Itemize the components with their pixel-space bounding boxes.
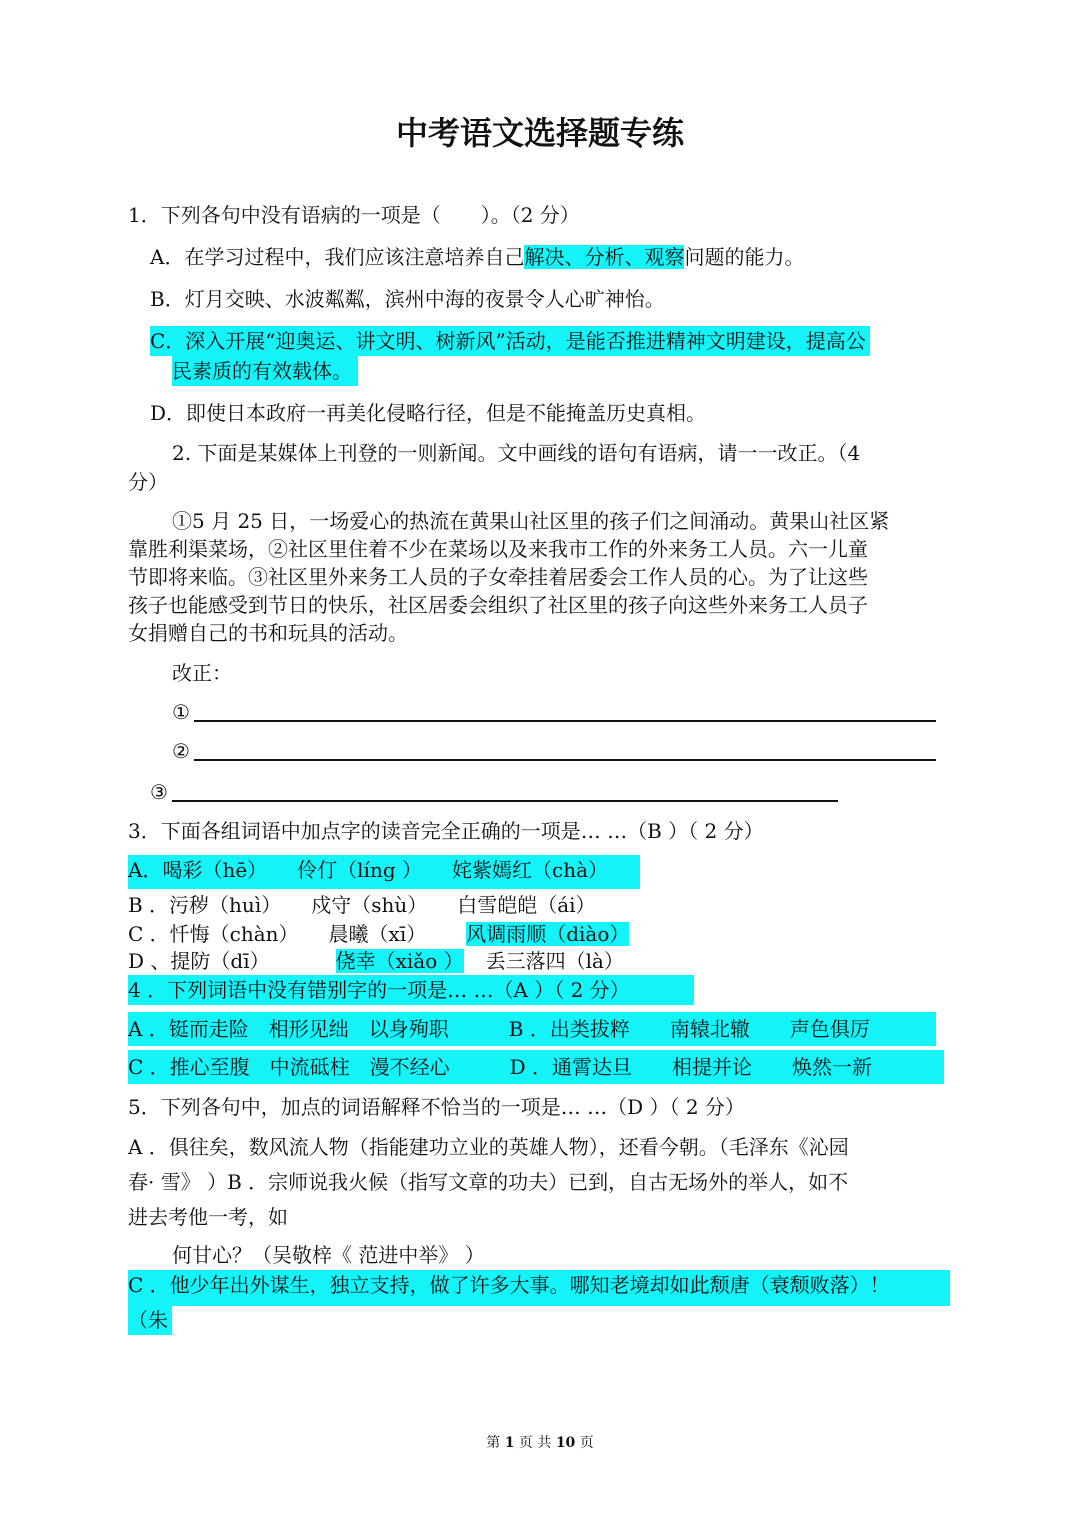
q3-option-d [128,946,624,976]
q3-stem: 3．下面各组词语中加点字的读音完全正确的一项是… …（B ）（ 2 分） [128,819,764,843]
q2-news-line5: 女捐赠自己的书和玩具的活动。 [128,621,408,645]
q2-news-line3: 节即将来临。③社区里外来务工人员的子女牵挂着居委会工作人员的心。为了让这些 [128,565,868,589]
q2-answer-line-3[interactable] [172,800,838,802]
q3-option-c [128,919,629,949]
q2-stem-line1: 2. 下面是某媒体上刊登的一则新闻。文中画线的语句有语病，请一一改正。（4 [172,441,861,465]
q2-news-line1: ①5 月 25 日，一场爱心的热流在黄果山社区里的孩子们之间涌动。黄果山社区紧 [172,509,890,533]
q5-option-c-line2: （朱 [128,1305,172,1335]
q1-option-c-line2: 民素质的有效载体。 [172,356,358,386]
q4-options-a-b: A ．铤而走险 相形见绌 以身殉职 B ．出类拔粹 南辕北辙 声色俱厉 [128,1012,936,1046]
q1-option-c-line1: C．深入开展“迎奥运、讲文明、树新风”活动，是能否推进精神文明建设，提高公 [150,326,870,356]
page-title: 中考语文选择题专练 [395,114,684,152]
page-footer [0,1432,1080,1452]
footer-middle: 页 共 [518,1435,552,1451]
q3-option-c-text: C ．忏悔（chàn） 晨曦（xī） [128,922,427,946]
q5-line1: A ．俱往矣，数风流人物（指能建功立业的英雄人物），还看今朝。（毛泽东《沁园 [128,1135,849,1159]
footer-prefix: 第 [486,1435,501,1451]
q1-option-a-text: A．在学习过程中，我们应该注意培养自己 [150,245,525,269]
q1-stem: 1．下列各句中没有语病的一项是（ ）。（2 分） [128,203,580,227]
q3-option-c-highlight: 风调雨顺（diào） [466,922,630,946]
q5-line3: 进去考他一考，如 [128,1205,288,1229]
footer-suffix: 页 [579,1435,594,1451]
q5-option-c-line1: C ．他少年出外谋生，独立支持，做了许多大事。哪知老境却如此颓唐（衰颓败落）！ [128,1270,950,1306]
q2-news-line2: 靠胜利渠菜场，②社区里住着不少在菜场以及来我市工作的外来务工人员。六一儿童 [128,537,868,561]
q2-fix-number-3: ③ [150,780,168,804]
q3-option-a: A．喝彩（hē） 伶仃（líng ） 姹紫嫣红（chà） [128,855,640,889]
footer-total-pages: 10 [555,1435,576,1451]
q3-option-d-highlight: 侥幸（xiǎo ） [335,949,464,973]
q1-option-a-highlight: 解决、分析、观察 [524,245,685,269]
q2-stem-line2: 分） [128,470,168,494]
footer-page-number: 1 [504,1435,515,1451]
q4-options-c-d: C ．推心至腹 中流砥柱 漫不经心 D ．通霄达旦 相提并论 焕然一新 [128,1050,944,1084]
q1-option-a [150,242,804,272]
q5-line4: 何甘心？（吴敬梓《 范进中举》 ） [172,1243,485,1267]
q1-option-d: D．即使日本政府一再美化侵略行径，但是不能掩盖历史真相。 [150,401,707,425]
q1-option-a-end: 问题的能力。 [684,245,805,269]
q2-answer-line-2[interactable] [194,759,936,761]
q3-option-d-text: D 、提防（dī） [128,949,270,973]
q1-option-b: B．灯月交映、水波粼粼，滨州中海的夜景令人心旷神怡。 [150,287,665,311]
q3-option-d-end: 丢三落四（là） [485,949,624,973]
q2-fix-number-1: ① [172,700,190,724]
q5-stem: 5．下列各句中，加点的词语解释不恰当的一项是… …（D ）（ 2 分） [128,1095,745,1119]
q2-answer-line-1[interactable] [194,720,936,722]
q2-fix-number-2: ② [172,739,190,763]
q4-stem: 4 ．下列词语中没有错别字的一项是… …（A ）（ 2 分） [128,975,694,1005]
q5-line2: 春· 雪》 ）B ．宗师说我火候（指写文章的功夫）已到，自古无场外的举人，如不 [128,1170,849,1194]
q2-news-line4: 孩子也能感受到节日的快乐，社区居委会组织了社区里的孩子向这些外来务工人员子 [128,593,868,617]
q3-option-b: B ．污秽（huì） 戍守（shù） 白雪皑皑（ái） [128,893,596,917]
q2-fix-label: 改正： [172,661,232,685]
